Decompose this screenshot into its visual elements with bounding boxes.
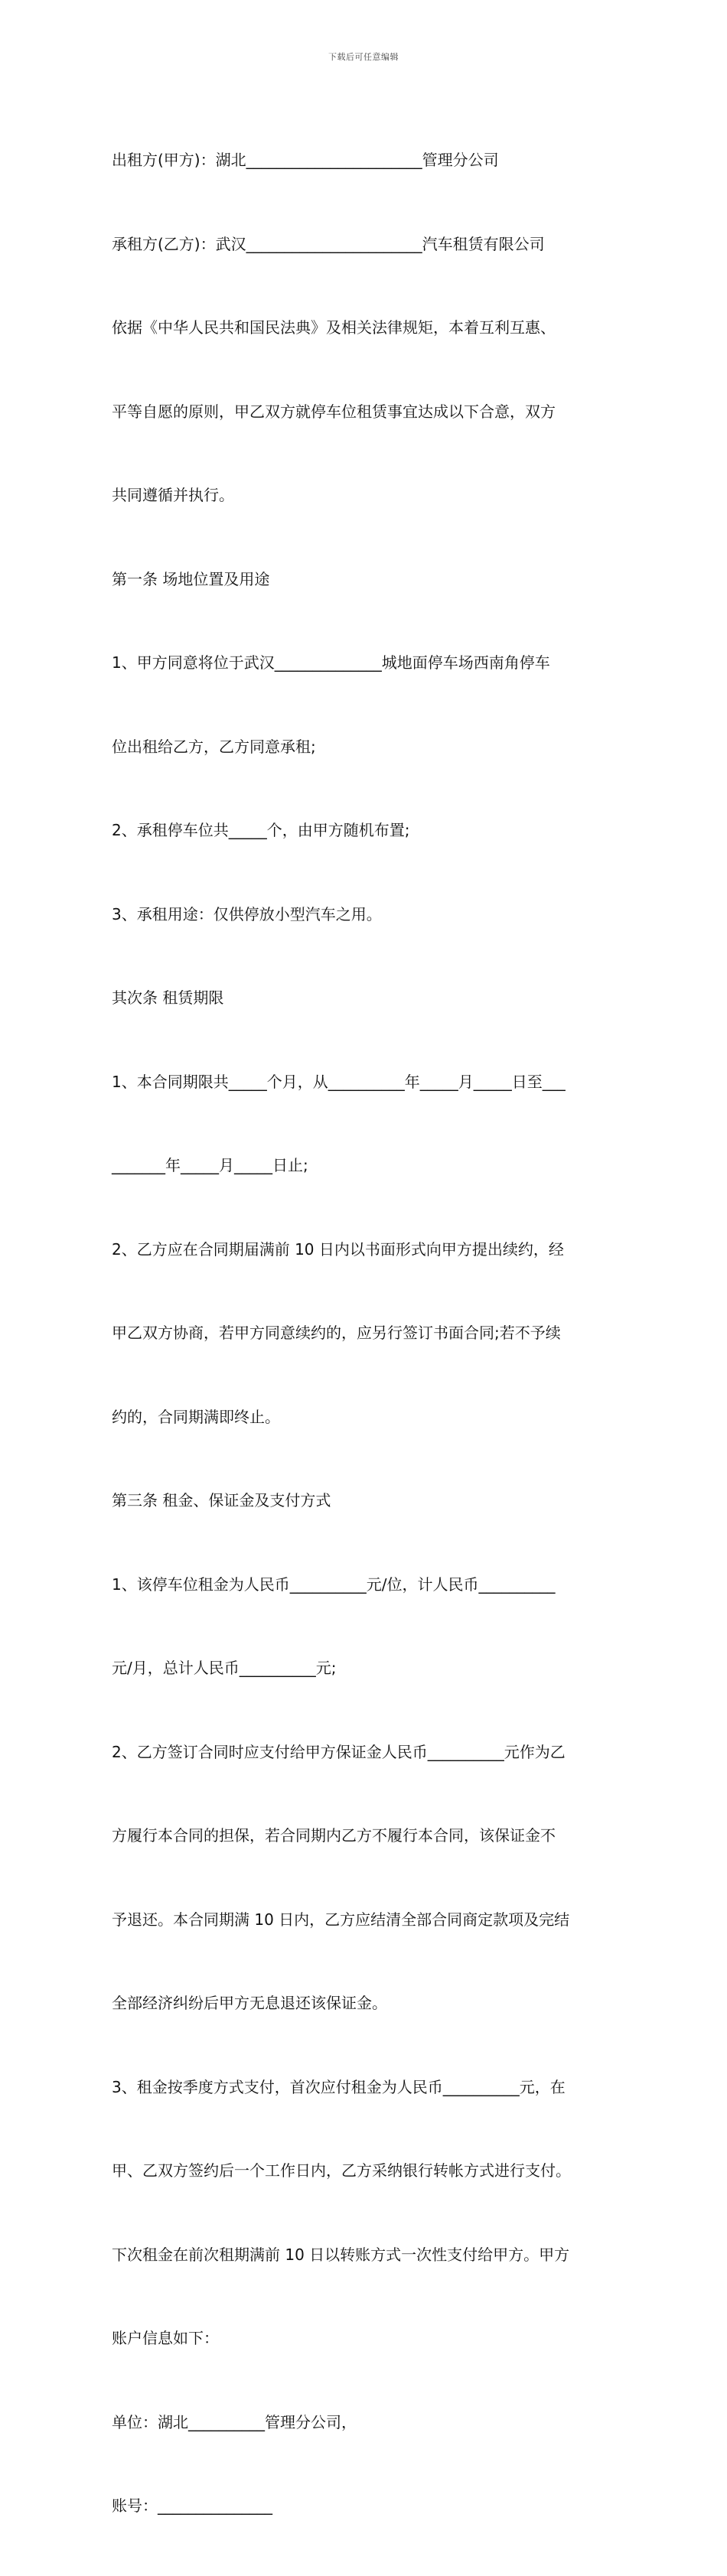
clause-line: 全部经济纠纷后甲方无息退还该保证金。 bbox=[112, 1994, 387, 2012]
clause-line: 账户信息如下： bbox=[112, 2329, 219, 2347]
preamble-line: 依据《中华人民共和国民法典》及相关法律规矩，本着互利互惠、 bbox=[112, 318, 556, 337]
clause-line: 方履行本合同的担保，若合同期内乙方不履行本合同，该保证金不 bbox=[112, 1826, 556, 1845]
page-header: 下载后可任意编辑 bbox=[328, 52, 399, 62]
clause-line: 予退还。本合同期满 10 日内，乙方应结清全部合同商定款项及完结 bbox=[112, 1910, 570, 1929]
clause-line: 2、承租停车位共_____个，由甲方随机布置; bbox=[112, 821, 410, 839]
clause-line: 甲乙双方协商，若甲方同意续约的，应另行签订书面合同;若不予续 bbox=[112, 1324, 561, 1342]
preamble-line: 平等自愿的原则，甲乙双方就停车位租赁事宜达成以下合意，双方 bbox=[112, 402, 556, 421]
party-a-line: 出租方(甲方)：湖北_______________________管理分公司 bbox=[112, 151, 499, 169]
clause-line: 3、租金按季度方式支付，首次应付租金为人民币__________元，在 bbox=[112, 2077, 566, 2096]
account-number-line: 账号：_______________ bbox=[112, 2496, 272, 2515]
clause-line: 3、承租用途：仅供停放小型汽车之用。 bbox=[112, 904, 382, 923]
party-b-line: 承租方(乙方)：武汉_______________________汽车租赁有限公司 bbox=[112, 234, 545, 253]
clause-line: 2、乙方应在合同期届满前 10 日内以书面形式向甲方提出续约，经 bbox=[112, 1239, 564, 1259]
preamble-line: 共同遵循并执行。 bbox=[112, 486, 234, 504]
clause-line: 1、本合同期限共_____个月，从__________年_____月_____日至___ bbox=[112, 1072, 566, 1091]
article-heading: 第一条 场地位置及用途 bbox=[112, 569, 270, 588]
clause-line: 位出租给乙方，乙方同意承租; bbox=[112, 737, 316, 756]
clause-line: 元/月，总计人民币__________元; bbox=[112, 1659, 337, 1677]
account-unit-line: 单位：湖北__________管理分公司， bbox=[112, 2412, 357, 2431]
clause-line: 约的，合同期满即终止。 bbox=[112, 1407, 280, 1426]
clause-line: 1、甲方同意将位于武汉______________城地面停车场西南角停车 bbox=[112, 653, 550, 672]
clause-line: 甲、乙双方签约后一个工作日内，乙方采纳银行转帐方式进行支付。 bbox=[112, 2161, 571, 2180]
clause-line: 下次租金在前次租期满前 10 日以转账方式一次性支付给甲方。甲方 bbox=[112, 2245, 570, 2264]
article-heading: 第三条 租金、保证金及支付方式 bbox=[112, 1491, 331, 1509]
article-heading: 其次条 租赁期限 bbox=[112, 988, 224, 1007]
contract-body bbox=[112, 90, 647, 2576]
clause-line: _______年_____月_____日止; bbox=[112, 1156, 308, 1174]
clause-line: 1、该停车位租金为人民币__________元/位，计人民币__________ bbox=[112, 1575, 556, 1594]
clause-line: 2、乙方签订合同时应支付给甲方保证金人民币__________元作为乙 bbox=[112, 1742, 566, 1761]
